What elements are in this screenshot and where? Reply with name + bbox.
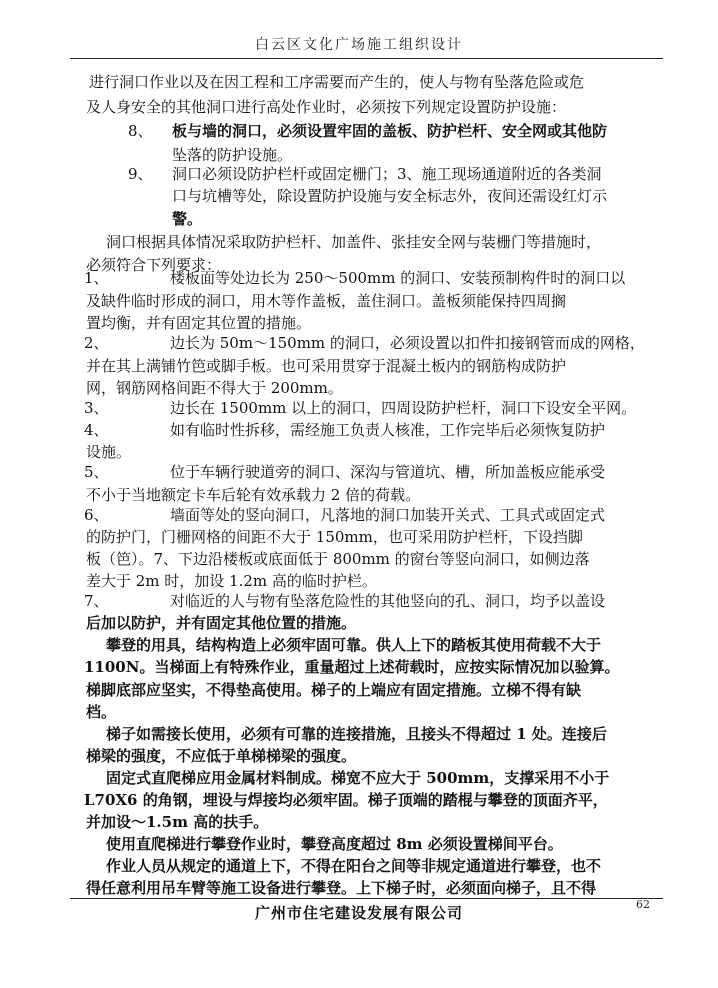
text-line: 对临近的人与物有坠落危险性的其他竖向的孔、洞口，均予以盖设 (170, 592, 606, 610)
text-line: 洞口必须设防护栏杆或固定栅门；3、施工现场通道附近的各类洞 (172, 165, 602, 183)
list-number: 3、 (84, 399, 109, 417)
text-line: 墙面等处的竖向洞口，凡落地的洞口加装开关式、工具式或固定式 (170, 506, 606, 524)
list-number: 2、 (84, 334, 109, 352)
footer-divider (70, 898, 663, 899)
text-line: 不小于当地额定卡车后轮有效承载力 2 倍的荷载。 (86, 486, 421, 504)
text-line: 得任意利用吊车臂等施工设备进行攀登。上下梯子时，必须面向梯子，且不得 (86, 879, 597, 897)
list-number: 6、 (84, 506, 109, 524)
list-number: 9、 (128, 165, 153, 183)
text-line: 固定式直爬梯应用金属材料制成。梯宽不应大于 500mm，支撑采用不小于 (106, 769, 610, 787)
text-line: 梯梁的强度，不应低于单梯梯梁的强度。 (86, 747, 357, 765)
list-number: 7、 (84, 592, 109, 610)
text-line: 必须符合下列要求： (86, 256, 222, 274)
text-line: 及人身安全的其他洞口进行高处作业时，必须按下列规定设置防护设施： (86, 98, 567, 116)
text-line: 作业人员从规定的通道上下，不得在阳台之间等非规定通道进行攀登，也不 (106, 857, 602, 875)
text-line: 位于车辆行驶道旁的洞口、深沟与管道坑、槽，所加盖板应能承受 (170, 463, 606, 481)
text-line: 的防护门，门栅网格的间距不大于 150mm，也可采用防护栏杆，下设挡脚 (86, 528, 583, 546)
text-line: 边长在 1500mm 以上的洞口，四周设防护栏杆，洞口下设安全平网。 (170, 399, 637, 417)
text-line: 网，钢筋网格间距不得大于 200mm。 (86, 379, 343, 397)
header-divider (70, 58, 663, 59)
text-line: 并加设～1.5m 高的扶手。 (86, 813, 269, 831)
text-line: 梯子如需接长使用，必须有可靠的连接措施，且接头不得超过 1 处。连接后 (106, 725, 607, 743)
text-line: 使用直爬梯进行攀登作业时，攀登高度超过 8m 必须设置梯间平台。 (106, 835, 563, 853)
text-line: 档。 (86, 703, 117, 721)
text-line: 设施。 (86, 443, 132, 461)
text-line: 口与坑槽等处，除设置防护设施与安全标志外，夜间还需设红灯示 (172, 187, 608, 205)
text-line: L70X6 的角钢，埋设与焊接均必须牢固。梯子顶端的踏棍与攀登的顶面齐平， (84, 791, 608, 809)
text-line: 梯脚底部应坚实，不得垫高使用。梯子的上端应有固定措施。立梯不得有缺 (86, 681, 582, 699)
page-header-title: 白云区文化广场施工组织设计 (255, 37, 463, 53)
text-line: 差大于 2m 时，加设 1.2m 高的临时护栏。 (86, 572, 377, 590)
list-number: 8、 (128, 122, 153, 140)
text-line: 板（笆）。7、下边沿楼板或底面低于 800mm 的窗台等竖向洞口，如侧边落 (86, 550, 590, 568)
text-line: 置均衡，并有固定其位置的措施。 (86, 314, 312, 332)
text-line: 攀登的用具，结构构造上必须牢固可靠。供人上下的踏板其使用荷载不大于 (106, 636, 602, 654)
text-line: 进行洞口作业以及在因工程和工序需要而产生的，使人与物有坠落危险或危 (89, 73, 585, 91)
footer-company: 广州市住宅建设发展有限公司 (254, 904, 463, 922)
text-line: 洞口根据具体情况采取防护栏杆、加盖件、张挂安全网与装栅门等措施时， (106, 233, 602, 251)
text-line: 后加以防护，并有固定其他位置的措施。 (86, 614, 357, 632)
text-line: 楼板面等处边长为 250～500mm 的洞口、安装预制构件时的洞口以 (170, 269, 626, 287)
list-number: 1、 (84, 269, 109, 287)
text-line: 1100N。当梯面上有特殊作业，重量超过上述荷载时，应按实际情况加以验算。 (84, 658, 620, 676)
text-line: 警。 (172, 210, 203, 228)
list-number: 4、 (84, 421, 109, 439)
text-line: 边长为 50m～150mm 的洞口，必须设置以扣件扣接钢管而成的网格， (170, 334, 645, 352)
text-line: 及缺件临时形成的洞口，用木等作盖板，盖住洞口。盖板须能保持四周搁 (86, 292, 567, 310)
text-line: 板与墙的洞口，必须设置牢固的盖板、防护栏杆、安全网或其他防 (172, 122, 608, 140)
text-line: 如有临时性拆移，需经施工负责人核准，工作完毕后必须恢复防护 (170, 421, 606, 439)
text-line: 坠落的防护设施。 (172, 146, 293, 164)
text-line: 并在其上满铺竹笆或脚手板。也可采用贯穿于混凝土板内的钢筋构成防护 (86, 357, 567, 375)
page-number: 62 (636, 898, 650, 911)
list-number: 5、 (84, 463, 109, 481)
